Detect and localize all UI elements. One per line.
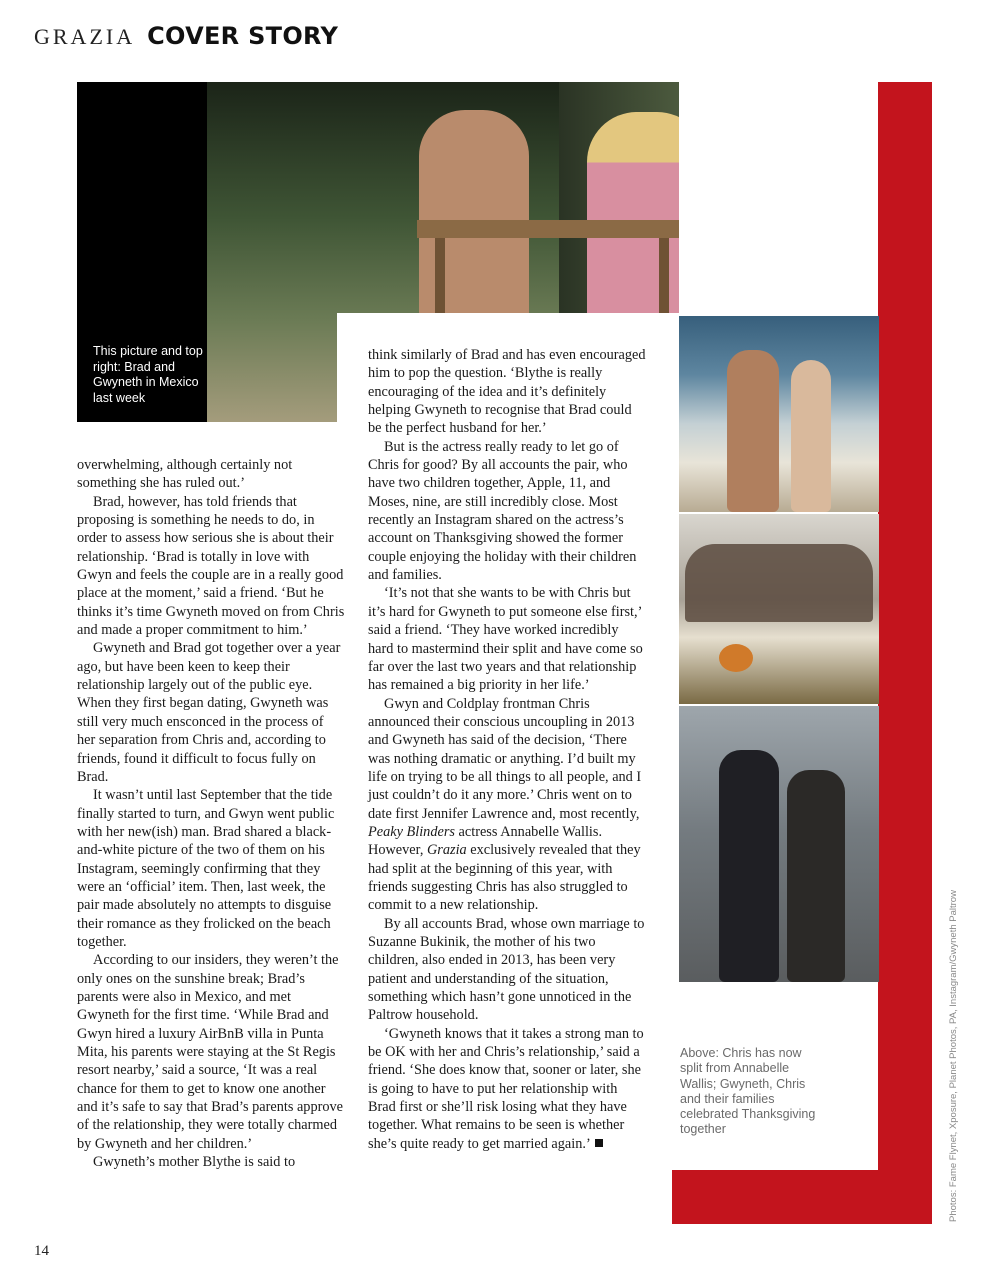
paragraph: Gwyneth and Brad got together over a year ago, but have been keen to keep their relationship largely out of the public eye. When they first began dating, Gwyneth was still very much ensconced in the process of her separation from Chris and, according to friends, found it difficult to focus fully on Brad. <box>77 640 341 785</box>
section-title: COVER STORY <box>147 22 339 50</box>
end-mark-icon <box>595 1139 603 1147</box>
party-group <box>685 544 873 622</box>
beach-photo <box>679 316 879 512</box>
article-column-2 <box>368 346 646 1153</box>
text-run: exclusively revealed that they had split at the beginning of this year, with friends suggesting Chris has also struggled to commit to a new relationship. <box>368 842 641 914</box>
beach-figure-man <box>727 350 779 512</box>
paragraph: By all accounts Brad, whose own marriage to Suzanne Bukinik, the mother of his two children, also ended in 2013, has been very patient and understanding of the situation, something which hasn’t gone unnoticed in the Paltrow household. <box>368 915 645 1024</box>
paragraph: think similarly of Brad and has even encouraged him to pop the question. ‘Blythe is really encouraging of the idea and it’s definitely helping Gwyneth to recognise that Brad could be the perfect husband for her.’ <box>368 347 646 437</box>
page-number: 14 <box>34 1243 49 1259</box>
street-figure-woman <box>787 770 845 982</box>
street-photo <box>679 706 879 982</box>
header <box>34 22 338 50</box>
paragraph: But is the actress really ready to let go of Chris for good? By all accounts the pair, who have two children together, Apple, 11, and Moses, nine, are still incredibly close. Most recently an Instagram shared on the actress’s account on Thanksgiving showed the former couple enjoying the holiday with their children and families. <box>368 438 637 584</box>
paragraph: Gwyneth’s mother Blythe is said to <box>93 1154 296 1171</box>
red-accent-bar <box>878 82 932 1224</box>
side-photo-caption: Above: Chris has now split from Annabelle Wallis; Gwyneth, Chris and their families celebrated Thanksgiving together <box>680 1046 816 1137</box>
text-run: Gwyn and Coldplay frontman Chris announced their conscious uncoupling in 2013 and Gwyneth has said of the decision, ‘There was nothing dramatic or anything. I’d built my life on trying to be all things to all people, and I just couldn’t do it any more.’ Chris went on to date first Jennifer Lawrence and, most recently, <box>368 695 642 822</box>
paragraph <box>368 1025 646 1153</box>
article-column-1 <box>77 456 345 1171</box>
paragraph: According to our insiders, they weren’t the only ones on the sunshine break; Brad’s parents were also in Mexico, and met Gwyneth for the first time. ‘While Brad and Gwyn hired a luxury AirBnB villa in Punta Mita, his parents were staying at the St Regis resort nearby,’ said a source, ‘It was a real chance for them to get to know one another and it’s safe to say that Brad’s parents approve of the relationship, they were totally charmed by Gwyneth and her children.’ <box>77 952 344 1152</box>
paragraph: It wasn’t until last September that the tide finally started to turn, and Gwyn went public with her new(ish) man. Brad shared a black-and-white picture of the two of them on his Instagram, seemingly confirming that they were an ‘official’ item. Then, last week, the pair made absolutely no attempts to disguise their romance as they frolicked on the beach together. <box>77 787 335 950</box>
paragraph <box>368 695 646 915</box>
thanksgiving-photo <box>679 514 879 704</box>
paragraph: Brad, however, has told friends that proposing is something he needs to do, in order to assess how serious she is about their relationship. ‘Brad is totally in love with Gwyn and feels the couple are in a really good place at the moment,’ said a friend. ‘But he thinks it’s time Gwyneth moved on from Chris and made a proper commitment to him.’ <box>77 493 345 639</box>
hero-table <box>417 220 679 238</box>
paragraph: ‘It’s not that she wants to be with Chris but it’s hard for Gwyneth to put someone else first,’ said a friend. ‘They have worked incredibly hard to mastermind their split and have come so far over the last two years and that relationship has remained a big priority in her life.’ <box>368 585 643 694</box>
show-title: Peaky Blinders <box>368 823 455 840</box>
street-figure-man <box>719 750 779 982</box>
text-run: ‘Gwyneth knows that it takes a strong man to be OK with her and Chris’s relationship,’ said a friend. ‘She does know that, sooner or later, she is going to have to put her relationship with Brad first or she’ll risk losing what they have together. What remains to be seen is whether she’s quite ready to get married again.’ <box>368 1025 644 1152</box>
photo-credit: Photos: Fame Flynet, Xposure, Planet Photos, PA, Instagram/Gwyneth Paltrow <box>948 890 959 1222</box>
paragraph: overwhelming, although certainly not something she has ruled out.’ <box>77 457 293 492</box>
magazine-logo: GRAZIA <box>34 24 136 49</box>
beach-figure-woman <box>791 360 831 512</box>
magazine-name: Grazia <box>426 842 467 859</box>
text-run: actress Annabelle Wallis. However, <box>368 823 603 859</box>
pumpkin <box>719 644 753 672</box>
hero-caption: This picture and top right: Brad and Gwyneth in Mexico last week <box>93 344 203 405</box>
red-accent-foot <box>672 1170 932 1224</box>
